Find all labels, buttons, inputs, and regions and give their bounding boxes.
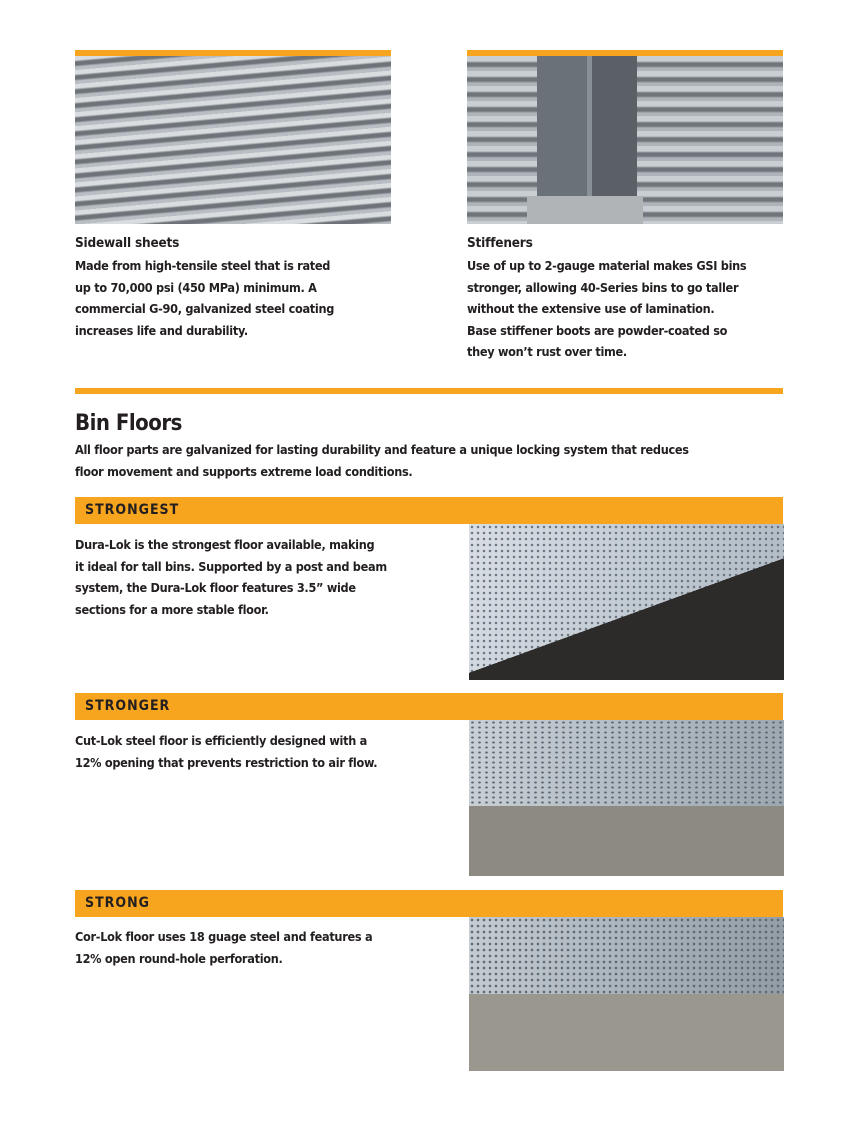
text-line: Made from high-tensile steel that is rated — [75, 258, 331, 273]
text-line: it ideal for tall bins. Supported by a post and beam — [75, 558, 387, 574]
text-line: 12% opening that prevents restriction to air flow. — [75, 754, 378, 770]
tier-band-strongest — [75, 497, 783, 524]
section-divider — [75, 388, 783, 394]
sidewall-text — [75, 255, 405, 341]
tier-label: STRONGER — [85, 698, 171, 714]
text-line: without the extensive use of lamination. — [467, 301, 715, 316]
text-line: sections for a more stable floor. — [75, 601, 269, 617]
tier-text — [75, 926, 435, 969]
text-line: they won’t rust over time. — [467, 344, 627, 359]
text-line: Base stiffener boots are powder-coated so — [467, 322, 728, 338]
text-line: commercial G-90, galvanized steel coating — [75, 301, 335, 316]
text-line: up to 70,000 psi (450 MPa) minimum. A — [75, 279, 317, 295]
text-line: increases life and durability. — [75, 322, 248, 338]
stiffeners-heading: Stiffeners — [467, 235, 533, 251]
tier-band-stronger — [75, 693, 783, 720]
cor-lok-floor-photo — [469, 917, 784, 1071]
dura-lok-floor-photo — [469, 524, 784, 680]
text-line: floor movement and supports extreme load conditions. — [75, 463, 413, 479]
tier-band-strong — [75, 890, 783, 917]
text-line: system, the Dura-Lok floor features 3.5” wide — [75, 580, 356, 595]
tier-text — [75, 730, 435, 773]
text-line: All floor parts are galvanized for lasting durability and feature a unique locking system that reduces — [75, 442, 689, 457]
text-line: stronger, allowing 40-Series bins to go taller — [467, 279, 739, 295]
tier-label: STRONGEST — [85, 502, 180, 518]
tier-label: STRONG — [85, 895, 150, 911]
tier-text — [75, 534, 435, 620]
section-intro — [75, 439, 795, 482]
stiffeners-text — [467, 255, 797, 363]
text-line: Cut-Lok steel floor is efficiently designed with a — [75, 733, 367, 748]
text-line: Use of up to 2-gauge material makes GSI bins — [467, 258, 747, 273]
sidewall-sheets-photo — [75, 56, 391, 224]
text-line: Cor-Lok floor uses 18 guage steel and features a — [75, 929, 373, 944]
stiffeners-photo — [467, 56, 783, 224]
sidewall-heading: Sidewall sheets — [75, 235, 180, 251]
text-line: Dura-Lok is the strongest floor available, making — [75, 537, 375, 552]
section-title: Bin Floors — [75, 411, 182, 436]
text-line: 12% open round-hole perforation. — [75, 950, 283, 966]
cut-lok-floor-photo — [469, 720, 784, 876]
